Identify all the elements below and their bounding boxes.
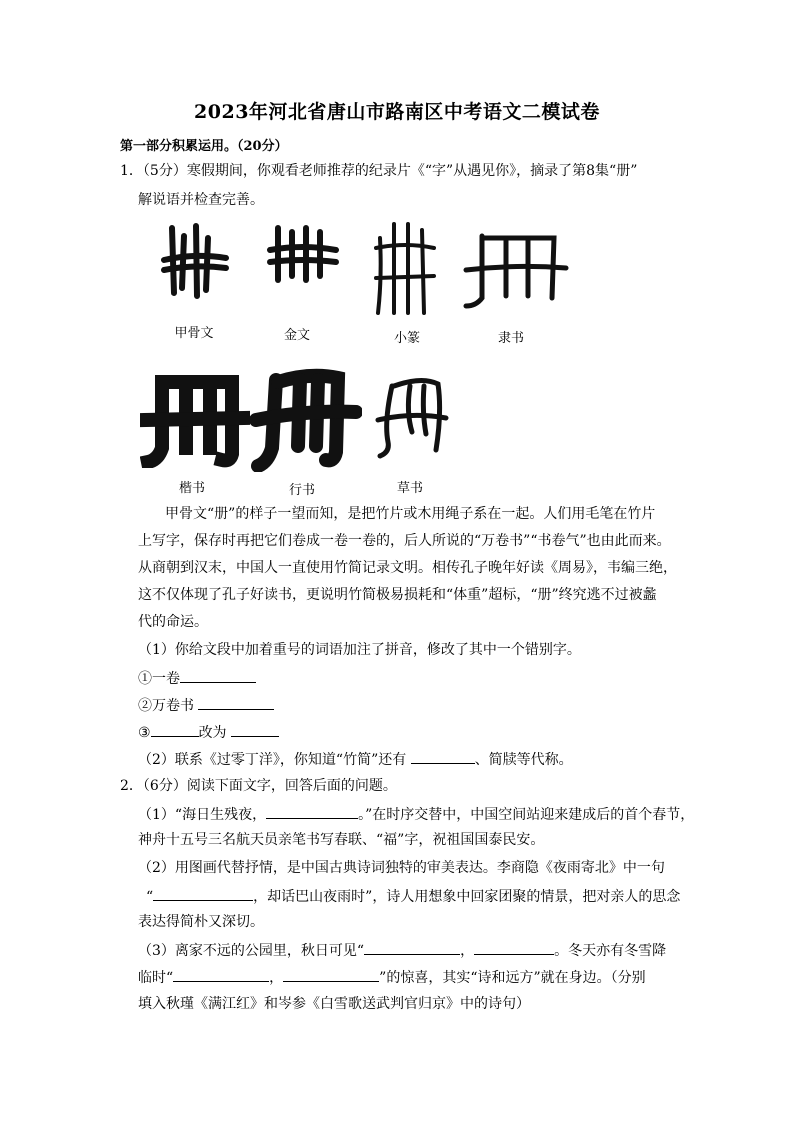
caption-small-seal: 小篆 bbox=[393, 331, 420, 346]
answer-blank-6[interactable] bbox=[153, 886, 253, 901]
q2-line1: 2．（6分）阅读下面文字，回答后面的问题。 bbox=[120, 778, 397, 794]
q1-sub2 bbox=[138, 749, 573, 769]
answer-blank-3b[interactable] bbox=[231, 722, 279, 737]
s3-comma-1: ， bbox=[460, 943, 475, 959]
item3-prefix: ③ bbox=[138, 725, 151, 741]
q1-item3 bbox=[138, 722, 279, 742]
caption-bronze: 金文 bbox=[283, 328, 310, 343]
caption-clerical: 隶书 bbox=[497, 331, 524, 346]
item1-label: ①一卷 bbox=[138, 671, 180, 687]
s3-text-d: 临时“ bbox=[138, 970, 174, 986]
s1-text-a: （1）“海日生残夜， bbox=[138, 807, 267, 823]
caption-cursive: 草书 bbox=[396, 481, 423, 496]
s3-comma-2: ， bbox=[269, 970, 284, 986]
glyph-small-seal bbox=[372, 218, 438, 318]
s1-text-b: 。”在时序交替中，中国空间站迎来建成后的首个春节， bbox=[358, 807, 695, 823]
answer-blank-3a[interactable] bbox=[151, 722, 199, 737]
glyph-regular bbox=[140, 368, 250, 468]
answer-blank-2[interactable] bbox=[198, 695, 274, 710]
s2-open-quote: “ bbox=[146, 889, 154, 905]
caption-oracle-bone: 甲骨文 bbox=[174, 326, 214, 341]
s3-text-c: 。冬天亦有冬雪降 bbox=[554, 943, 667, 959]
answer-blank-5[interactable] bbox=[266, 804, 358, 819]
answer-blank-4[interactable] bbox=[411, 749, 475, 764]
page-title: 2023年河北省唐山市路南区中考语文二模试卷 bbox=[194, 101, 600, 123]
para-line-1: 甲骨文“册”的样子一望而知，是把竹片或木用绳子系在一起。人们用毛笔在竹片 bbox=[165, 506, 656, 522]
q2-s2-line2 bbox=[146, 886, 680, 906]
answer-blank-10[interactable] bbox=[283, 967, 379, 982]
q1-sub1: （1）你给文段中加着重号的词语加注了拼音，修改了其中一个错别字。 bbox=[138, 642, 581, 658]
q2-s2-line3: 表达得简朴又深切。 bbox=[138, 914, 264, 930]
glyph-bronze bbox=[266, 222, 340, 287]
q2-s3-line3: 填入秋瑾《满江红》和岑参《白雪歌送武判官归京》中的诗句） bbox=[138, 996, 530, 1012]
glyph-oracle-bone bbox=[160, 218, 230, 303]
s3-text-a: （3）离家不远的公园里，秋日可见“ bbox=[138, 943, 365, 959]
para-line-2: 上写字，保存时再把它们卷成一卷一卷的，后人所说的“万卷书”“书卷气”也由此而来。 bbox=[138, 533, 671, 549]
item3-mid: 改为 bbox=[198, 725, 227, 741]
q2-s2-line1: （2）用图画代替抒情，是中国古典诗词独特的审美表达。李商隐《夜雨寄北》中一句 bbox=[138, 860, 665, 876]
section-heading: 第一部分积累运用。（20分） bbox=[120, 139, 288, 154]
answer-blank-8[interactable] bbox=[474, 940, 554, 955]
sub2-text-b: 、简牍等代称。 bbox=[474, 752, 573, 768]
s3-text-f: ”的惊喜，其实“诗和远方”就在身边。（分别 bbox=[379, 970, 646, 986]
q2-s3-line1 bbox=[138, 940, 666, 960]
sub2-text-a: （2）联系《过零丁洋》，你知道“竹简”还有 bbox=[138, 752, 407, 768]
glyph-cursive bbox=[372, 372, 452, 467]
q1-item1 bbox=[138, 668, 256, 688]
para-line-3: 从商朝到汉末，中国人一直使用竹简记录文明。相传孔子晚年好读《周易》，韦编三绝， bbox=[138, 560, 677, 576]
glyph-running bbox=[250, 362, 362, 472]
para-line-4: 这不仅体现了孔子好读书，更说明竹简极易损耗和“体重”超标，“册”终究逃不过被蠡 bbox=[138, 587, 657, 603]
caption-regular: 楷书 bbox=[178, 481, 205, 496]
para-line-5: 代的命运。 bbox=[138, 614, 208, 630]
q2-s1-line1 bbox=[138, 804, 694, 824]
q1-item2 bbox=[138, 695, 274, 715]
caption-running: 行书 bbox=[288, 483, 315, 498]
q2-s1-line2: 神舟十五号三名航天员亲笔书写春联、“福”字，祝祖国国泰民安。 bbox=[138, 832, 545, 848]
q2-s3-line2 bbox=[138, 967, 646, 987]
s2-text-c: ，却话巴山夜雨时”，诗人用想象中回家团聚的情景，把对亲人的思念 bbox=[253, 889, 681, 905]
glyph-clerical bbox=[462, 226, 570, 310]
q1-line1: 1．（5分）寒假期间，你观看老师推荐的纪录片《“字”从遇见你》，摘录了第8集“册” bbox=[120, 163, 638, 179]
answer-blank-7[interactable] bbox=[364, 940, 460, 955]
answer-blank-1[interactable] bbox=[180, 668, 256, 683]
answer-blank-9[interactable] bbox=[173, 967, 269, 982]
q1-line2: 解说语并检查完善。 bbox=[138, 192, 264, 208]
item2-label: ②万卷书 bbox=[138, 698, 194, 714]
